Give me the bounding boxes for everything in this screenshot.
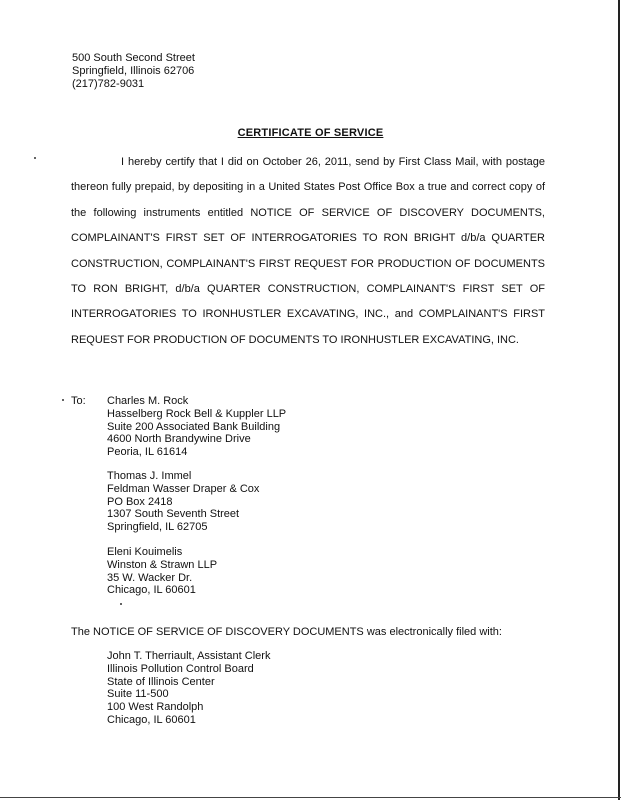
address-line: Hasselberg Rock Bell & Kuppler LLP bbox=[107, 407, 287, 420]
scan-edge-right bbox=[618, 0, 620, 800]
scan-speck bbox=[120, 603, 122, 605]
address-line: Illinois Pollution Control Board bbox=[107, 662, 254, 675]
recipient-address bbox=[107, 395, 286, 459]
address-line: Eleni Kouimelis bbox=[107, 546, 183, 558]
address-line: Suite 200 Associated Bank Building bbox=[107, 420, 281, 433]
sender-address bbox=[72, 52, 195, 91]
sender-street: 500 South Second Street bbox=[72, 52, 195, 64]
recipient-address bbox=[107, 546, 217, 597]
certification-paragraph bbox=[71, 150, 545, 353]
address-line: Charles M. Rock bbox=[107, 395, 189, 407]
address-line: PO Box 2418 bbox=[107, 495, 173, 508]
scan-speck bbox=[34, 157, 36, 159]
address-line: Chicago, IL 60601 bbox=[107, 584, 196, 597]
document-title: CERTIFICATE OF SERVICE bbox=[237, 127, 384, 139]
address-line: Peoria, IL 61614 bbox=[107, 446, 188, 459]
address-line: Springfield, IL 62705 bbox=[107, 521, 208, 534]
scan-edge-bottom bbox=[0, 797, 621, 798]
sender-city: Springfield, Illinois 62706 bbox=[72, 65, 195, 77]
address-line: 1307 South Seventh Street bbox=[107, 508, 240, 521]
address-line: State of Illinois Center bbox=[107, 675, 215, 688]
clerk-address bbox=[107, 650, 270, 727]
address-line: John T. Therriault, Assistant Clerk bbox=[107, 650, 271, 662]
scan-speck bbox=[62, 399, 64, 401]
address-line: Winston & Strawn LLP bbox=[107, 558, 218, 571]
address-line: Suite 11-500 bbox=[107, 688, 169, 701]
address-line: 4600 North Brandywine Drive bbox=[107, 433, 251, 446]
certification-text: I hereby certify that I did on October 26, 2011, send by First Class Mail, with postage thereon fully prepaid, by depositing in a United States Post Office Box a true and correct copy of the following instruments entitled NOTICE OF SERVICE OF DISCOVERY DOCUMENTS, COMPLAINANT'S FIRST SET OF INTERROGATORIES TO RON BRIGHT d/b/a QUARTER CONSTRUCTION, COMPLAINANT'S FIRST REQUEST FOR PRODUCTION OF DOCUMENTS TO RON BRIGHT, d/b/a QUARTER CONSTRUCTION, COMPLAINANT'S FIRST SET OF INTERROGATORIES TO IRONHUSTLER EXCAVATING, INC., and COMPLAINANT'S FIRST REQUEST FOR PRODUCTION OF DOCUMENTS TO IRONHUSTLER EXCAVATING, INC. bbox=[71, 156, 545, 346]
recipient-address bbox=[107, 470, 259, 534]
address-line: Thomas J. Immel bbox=[107, 470, 192, 482]
address-line: 35 W. Wacker Dr. bbox=[107, 571, 193, 584]
address-line: Chicago, IL 60601 bbox=[107, 713, 196, 726]
filed-with-statement: The NOTICE OF SERVICE OF DISCOVERY DOCUMENTS was electronically filed with: bbox=[71, 626, 502, 638]
to-label: To: bbox=[71, 395, 86, 407]
address-line: Feldman Wasser Draper & Cox bbox=[107, 482, 260, 495]
sender-phone: (217)782-9031 bbox=[72, 78, 145, 90]
address-line: 100 West Randolph bbox=[107, 701, 204, 714]
